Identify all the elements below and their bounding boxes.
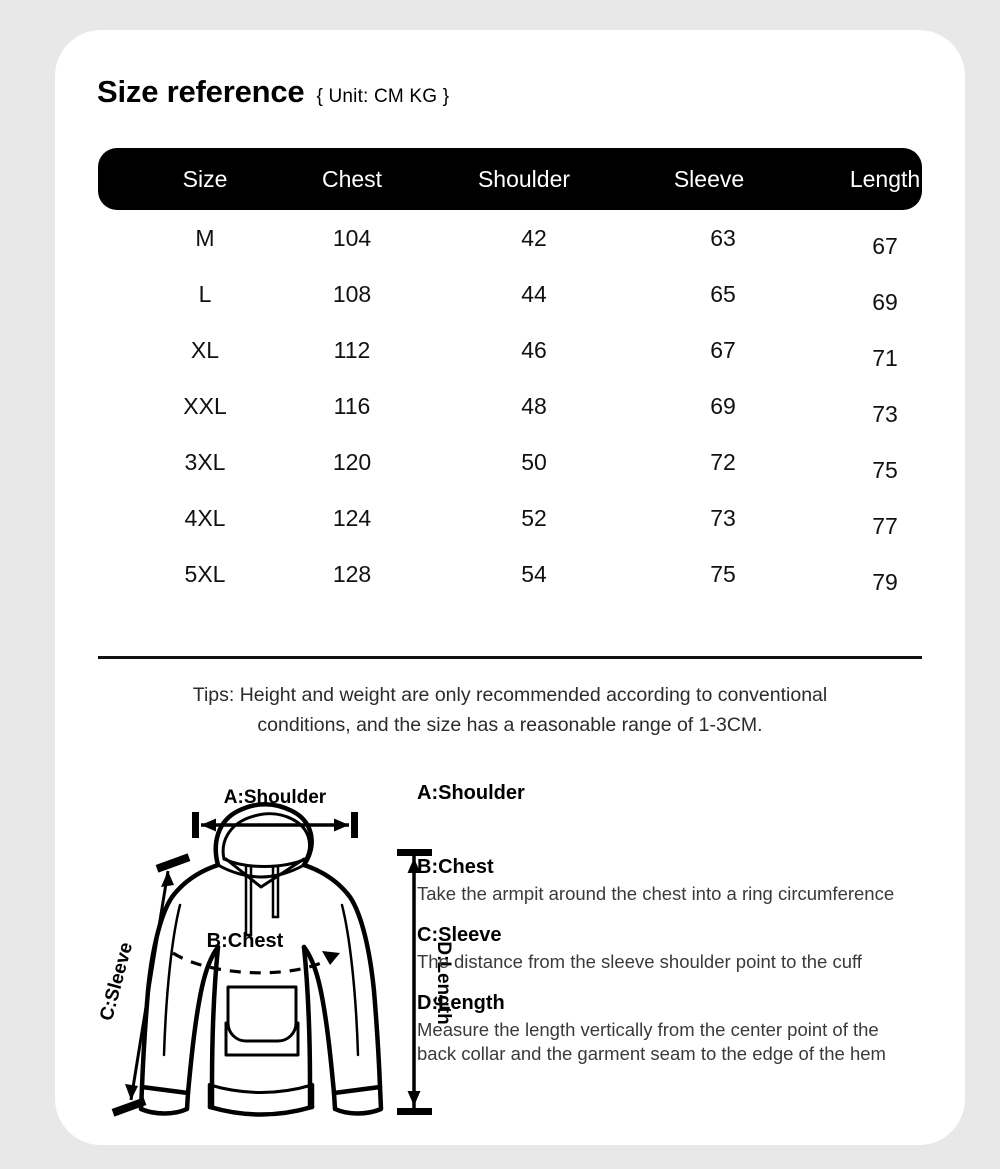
- legend-item-length: [417, 990, 962, 1066]
- cell-size: 3XL: [184, 449, 226, 475]
- sleeve-arrow-label: C:Sleeve: [96, 940, 138, 1024]
- page-title-text: Size reference: [97, 74, 305, 109]
- cell-chest: 108: [332, 281, 372, 307]
- page-title: [97, 74, 449, 110]
- legend-term-shoulder: A:Shoulder: [417, 782, 525, 804]
- shoulder-arrow-label: A:Shoulder: [223, 787, 327, 808]
- table-header-row: [98, 148, 922, 210]
- table-row: [98, 322, 922, 378]
- hoodie-illustration: [141, 804, 381, 1114]
- cell-chest: 124: [332, 505, 372, 531]
- cell-size: 5XL: [184, 561, 226, 587]
- cell-length: 67: [872, 233, 898, 259]
- legend-item-chest: [417, 854, 962, 906]
- tips-line-1: Tips: Height and weight are only recommended according to conventional: [192, 684, 828, 706]
- chest-arc-label: B:Chest: [206, 930, 284, 952]
- cell-sleeve: 65: [710, 281, 736, 307]
- legend-term-sleeve: C:Sleeve: [417, 924, 502, 946]
- cell-length: 75: [872, 457, 898, 483]
- legend-desc-length-line-2: back collar and the garment seam to the edge of the hem: [417, 1043, 886, 1064]
- cell-sleeve: 73: [710, 505, 736, 531]
- unit-note: { Unit: CM KG }: [316, 86, 450, 107]
- legend-item-shoulder: [417, 780, 962, 806]
- cell-sleeve: 75: [710, 561, 736, 587]
- cell-shoulder: 54: [521, 561, 547, 587]
- cell-length: 73: [872, 401, 898, 427]
- table-row: [98, 490, 922, 546]
- legend-item-sleeve: [417, 922, 962, 974]
- cell-size: 4XL: [184, 505, 226, 531]
- cell-chest: 116: [333, 393, 371, 419]
- cell-shoulder: 52: [521, 505, 547, 531]
- hoodie-measurement-diagram: [60, 755, 465, 1135]
- tips-line-2: conditions, and the size has a reasonable range of 1-3CM.: [257, 714, 763, 736]
- cell-size: XXL: [183, 393, 227, 419]
- table-bottom-rule: [98, 656, 922, 659]
- legend-term-chest: B:Chest: [417, 856, 494, 878]
- legend-desc-length-line-1: Measure the length vertically from the center point of the: [417, 1019, 879, 1040]
- cell-size: XL: [190, 337, 220, 363]
- cell-shoulder: 48: [521, 393, 547, 419]
- column-header-chest: Chest: [321, 166, 383, 192]
- column-header-length: Length: [849, 166, 921, 192]
- cell-chest: 104: [332, 225, 372, 251]
- cell-length: 69: [872, 289, 898, 315]
- legend-desc-sleeve: The distance from the sleeve shoulder point to the cuff: [417, 951, 862, 972]
- table-row: [98, 378, 922, 434]
- cell-shoulder: 42: [521, 225, 547, 251]
- cell-sleeve: 63: [710, 225, 736, 251]
- cell-length: 79: [872, 569, 898, 595]
- cell-sleeve: 69: [710, 393, 736, 419]
- table-row: [98, 210, 922, 266]
- measurement-legend: [417, 780, 962, 1068]
- size-reference-card: [55, 30, 965, 1145]
- cell-sleeve: 72: [710, 449, 736, 475]
- cell-shoulder: 46: [521, 337, 547, 363]
- tips-text: [98, 680, 922, 740]
- legend-desc-chest: Take the armpit around the chest into a ring circumference: [417, 883, 895, 904]
- cell-chest: 128: [332, 561, 372, 587]
- cell-length: 71: [872, 345, 898, 371]
- cell-shoulder: 50: [521, 449, 547, 475]
- size-table: [98, 148, 922, 602]
- cell-chest: 112: [333, 337, 371, 363]
- legend-term-length: D:Length: [417, 992, 505, 1014]
- cell-chest: 120: [332, 449, 372, 475]
- cell-size: M: [195, 225, 215, 251]
- cell-shoulder: 44: [521, 281, 547, 307]
- column-header-sleeve: Sleeve: [673, 166, 745, 192]
- cell-length: 77: [872, 513, 898, 539]
- table-row: [98, 546, 922, 602]
- column-header-size: Size: [182, 166, 228, 192]
- column-header-shoulder: Shoulder: [477, 166, 571, 192]
- length-arrow-label: D:Length: [433, 941, 454, 1025]
- table-row: [98, 266, 922, 322]
- cell-size: L: [198, 281, 212, 307]
- table-row: [98, 434, 922, 490]
- cell-sleeve: 67: [710, 337, 736, 363]
